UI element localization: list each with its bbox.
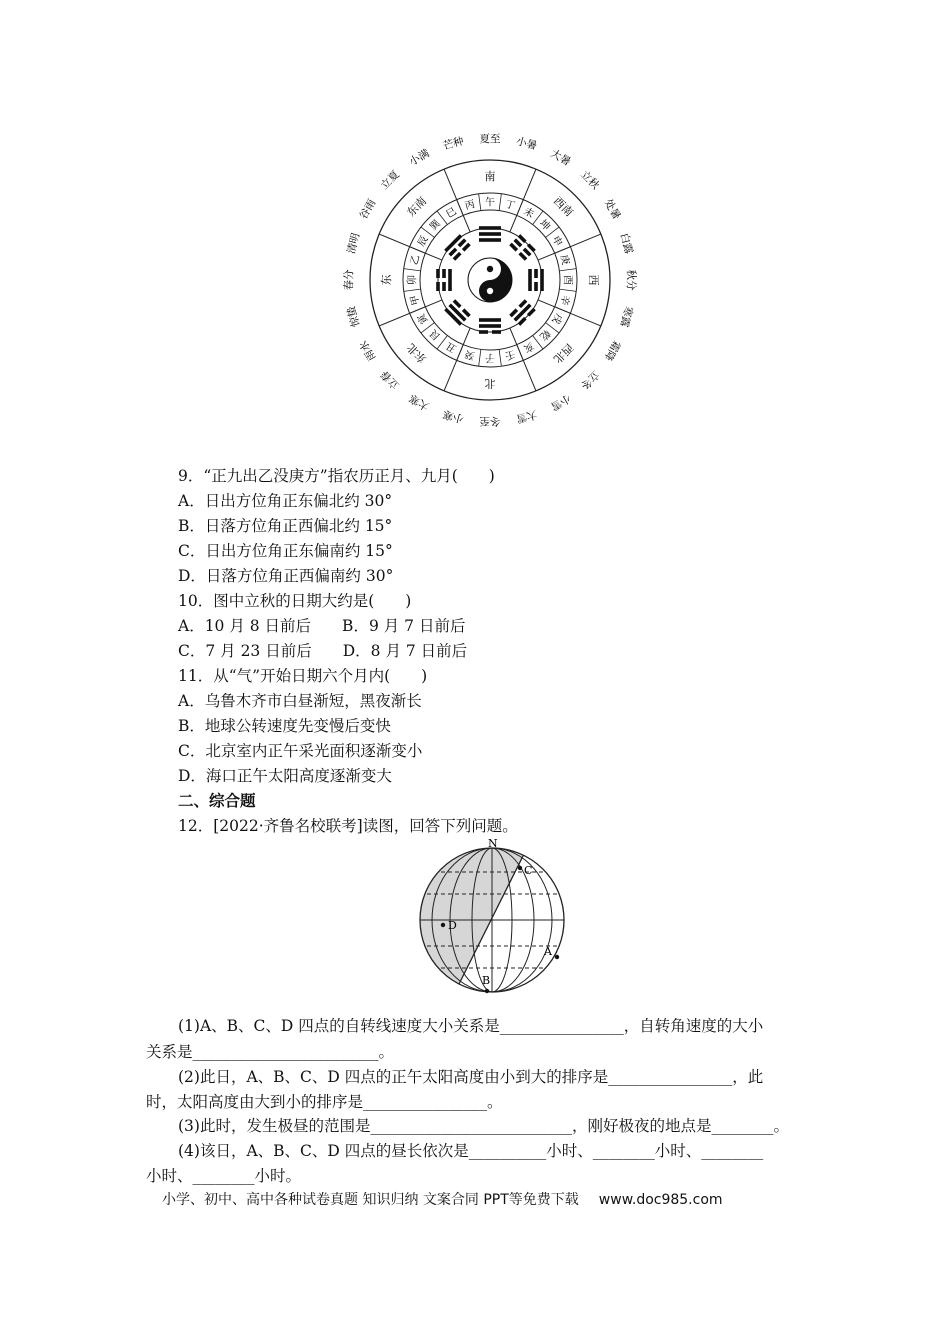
- stem-branch-label: 坤: [537, 218, 552, 233]
- stem-divider: [479, 349, 481, 366]
- q11-option-d: D．海口正午太阳高度逐渐变大: [178, 767, 392, 785]
- point-b-label: B: [482, 974, 491, 987]
- section-heading: 二、综合题: [178, 791, 256, 810]
- q11-option-a: A．乌鲁木齐市白昼渐短，黑夜渐长: [178, 692, 422, 710]
- direction-label: 南: [484, 170, 496, 183]
- stem-divider: [404, 269, 421, 271]
- sub-question-4a: (4)该日，A、B、C、D 四点的昼长依次是__________小时、________小时、________: [178, 1142, 764, 1160]
- point-a-label: A: [544, 945, 552, 958]
- stem-branch-label: 卯: [407, 275, 419, 285]
- direction-label: 东: [380, 274, 393, 286]
- solar-term-label: 秋分: [625, 269, 637, 291]
- q10-options-cd: C．7 月 23 日前后 D．8 月 7 日前后: [178, 642, 468, 660]
- point-b-dot: [485, 989, 489, 993]
- solar-term-label: 小满: [407, 147, 432, 169]
- solar-term-label: 立夏: [378, 168, 402, 192]
- question-11: 11．从“气”开始日期六个月内( ): [178, 667, 428, 685]
- solar-terms-bagua-diagram: [330, 118, 650, 443]
- q9-option-c: C．日出方位角正东偏南约 15°: [178, 542, 393, 560]
- solar-term-label: 雨水: [357, 338, 379, 363]
- q9-option-b: B．日落方位角正西偏北约 15°: [178, 517, 393, 535]
- footer-url[interactable]: www.doc985.com: [598, 1192, 723, 1208]
- stem-branch-label: 午: [485, 197, 495, 209]
- stem-branch-label: 辛: [557, 293, 571, 307]
- stem-branch-label: 癸: [463, 347, 477, 361]
- stem-branch-label: 辰: [416, 234, 431, 249]
- north-label: N: [488, 838, 498, 850]
- stem-divider: [559, 289, 576, 291]
- solar-term-label: 白露: [617, 231, 635, 256]
- stem-branch-label: 庚: [557, 253, 571, 267]
- stem-divider: [404, 289, 421, 291]
- solar-term-label: 大寒: [407, 391, 432, 413]
- page-footer: [162, 1189, 723, 1209]
- trigram-bar: [442, 269, 446, 291]
- sub-question-3: (3)此时，发生极昼的范围是__________________________，刚好极夜的地点是________。: [178, 1117, 789, 1135]
- stem-branch-label: 巳: [444, 206, 459, 221]
- solar-term-label: 清明: [345, 231, 363, 256]
- sub-question-4b: 小时、________小时。: [146, 1167, 302, 1185]
- sub-question-2a: (2)此日，A、B、C、D 四点的正午太阳高度由小到大的排序是________________，此: [178, 1068, 764, 1086]
- direction-label: 西北: [550, 340, 576, 366]
- stem-branch-label: 巽: [428, 218, 443, 233]
- point-d-dot: [441, 923, 445, 927]
- stem-divider: [479, 194, 481, 211]
- direction-label: 东南: [404, 194, 430, 220]
- solar-term-label: 寒露: [617, 304, 635, 329]
- solar-term-label: 大暑: [548, 147, 573, 169]
- q10-options-ab: A．10 月 8 日前后 B．9 月 7 日前后: [178, 617, 466, 635]
- solar-term-label: 小雪: [548, 391, 573, 413]
- point-c-dot: [518, 866, 522, 870]
- solar-term-label: 芒种: [441, 135, 466, 153]
- stem-branch-label: 甲: [409, 293, 423, 307]
- globe-diagram: [410, 838, 575, 1003]
- stem-divider: [410, 307, 426, 314]
- point-d-label: D: [448, 919, 457, 932]
- stem-divider: [555, 247, 571, 254]
- solar-term-label: 小寒: [441, 407, 466, 425]
- solar-term-label: 处暑: [601, 197, 623, 222]
- stem-branch-label: 壬: [503, 347, 517, 361]
- trigram-bar: [479, 324, 501, 328]
- q9-option-d: D．日落方位角正西偏南约 30°: [178, 567, 394, 585]
- stem-branch-label: 申: [549, 234, 564, 249]
- trigram-bar: [479, 232, 501, 236]
- solar-term-label: 立秋: [578, 168, 602, 192]
- solar-term-label: 春分: [343, 269, 355, 291]
- solar-term-label: 冬至: [479, 415, 501, 427]
- stem-branch-label: 酉: [561, 275, 573, 285]
- solar-term-label: 霜降: [601, 338, 623, 363]
- trigram-bar: [534, 269, 538, 291]
- stem-branch-label: 艮: [428, 327, 443, 342]
- stem-divider: [559, 269, 576, 271]
- solar-term-label: 大雪: [514, 407, 539, 425]
- stem-divider: [499, 349, 501, 366]
- stem-branch-label: 丙: [463, 199, 477, 213]
- footer-text: 小学、初中、高中各种试卷真题 知识归纳 文案合同 PPT等免费下载: [162, 1192, 579, 1208]
- question-12: 12．[2022·齐鲁名校联考]读图，回答下列问题。: [178, 817, 518, 835]
- trigram-bar: [528, 269, 532, 291]
- direction-label: 西: [587, 274, 600, 286]
- solar-term-label: 立春: [378, 368, 402, 392]
- point-a-dot: [555, 955, 559, 959]
- solar-term-label: 谷雨: [357, 197, 379, 222]
- point-c-label: C: [524, 864, 533, 877]
- solar-term-label: 立冬: [578, 368, 602, 392]
- trigram-bar: [540, 269, 544, 291]
- trigram-bar: [479, 226, 501, 230]
- stem-branch-label: 寅: [416, 311, 431, 326]
- stem-divider: [517, 345, 524, 361]
- q11-option-b: B．地球公转速度先变慢后变快: [178, 717, 391, 735]
- solar-term-label: 小暑: [514, 135, 539, 153]
- sub-question-1b: 关系是________________________。: [146, 1043, 395, 1061]
- direction-label: 东北: [404, 340, 430, 366]
- question-10: 10．图中立秋的日期大约是( ): [178, 592, 412, 610]
- trigram-bar: [448, 269, 452, 291]
- sub-question-2b: 时，太阳高度由大到小的排序是________________。: [146, 1093, 503, 1111]
- solar-term-label: 惊蛰: [345, 304, 363, 329]
- trigram-bar: [479, 238, 501, 242]
- q9-option-a: A．日出方位角正东偏北约 30°: [178, 492, 393, 510]
- stem-branch-label: 乾: [537, 327, 552, 342]
- stem-branch-label: 戌: [549, 311, 564, 326]
- stem-branch-label: 未: [521, 206, 536, 221]
- trigram-bar: [479, 318, 501, 322]
- direction-label: 西南: [550, 194, 576, 220]
- yang-dot: [487, 288, 493, 294]
- stem-branch-label: 子: [485, 351, 495, 363]
- direction-label: 北: [484, 377, 496, 390]
- yin-dot: [487, 266, 493, 272]
- q11-option-c: C．北京室内正午采光面积逐渐变小: [178, 742, 423, 760]
- solar-term-label: 夏至: [479, 133, 501, 145]
- stem-branch-label: 乙: [409, 253, 423, 267]
- stem-branch-label: 亥: [521, 339, 536, 354]
- stem-divider: [457, 200, 464, 216]
- stem-divider: [499, 194, 501, 211]
- stem-branch-label: 丑: [444, 339, 459, 354]
- stem-branch-label: 丁: [503, 199, 517, 213]
- question-9: 9．“正九出乙没庚方”指农历正月、九月( ): [178, 467, 495, 485]
- sub-question-1a: (1)A、B、C、D 四点的自转线速度大小关系是________________，自转角速度的大小: [178, 1017, 764, 1035]
